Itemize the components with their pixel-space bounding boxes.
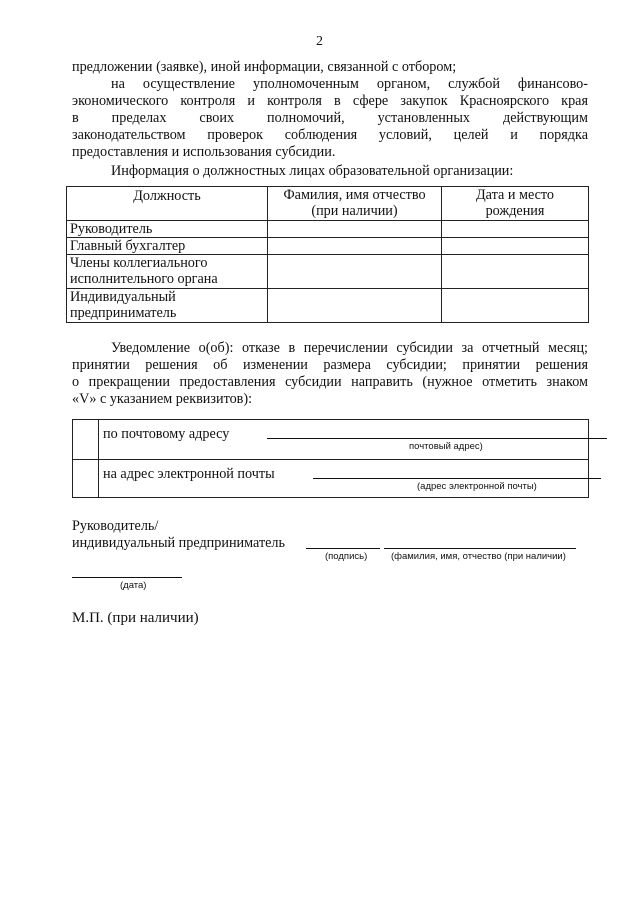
row-name-cell[interactable] <box>268 238 442 255</box>
notice-line3: о прекращении предоставления субсидии направить (нужное отметить знаком <box>72 374 588 390</box>
signature-hint: (подпись) <box>325 551 368 562</box>
para1-line3: экономического контроля и контроля в сфере закупок Красноярского края <box>72 93 588 109</box>
email-label: на адрес электронной почты <box>103 466 275 482</box>
signature-field[interactable] <box>306 548 380 549</box>
signature-title-line2: индивидуальный предприниматель <box>72 535 285 551</box>
table-caption: Информация о должностных лицах образовательной организации: <box>111 163 514 179</box>
header-position: Должность <box>67 187 268 221</box>
row-birth-cell[interactable] <box>442 221 589 238</box>
header-birth: Дата и место рождения <box>442 187 589 221</box>
table-row <box>67 255 589 289</box>
para1-line2: на осуществление уполномоченным органом, службой финансово- <box>111 76 588 92</box>
postal-hint: почтовый адрес) <box>409 441 483 452</box>
row-position: Индивидуальный предприниматель <box>67 289 268 323</box>
table-row <box>67 289 589 323</box>
full-name-field[interactable] <box>384 548 576 549</box>
officials-table <box>66 186 589 323</box>
para1-line1: предложении (заявке), иной информации, связанной с отбором; <box>72 59 457 75</box>
email-hint: (адрес электронной почты) <box>417 481 537 492</box>
postal-option <box>99 420 589 460</box>
date-hint: (дата) <box>120 580 147 591</box>
email-checkbox[interactable] <box>73 460 99 498</box>
notice-line4: «V» с указанием реквизитов): <box>72 391 253 407</box>
row-name-cell[interactable] <box>268 221 442 238</box>
row-name-cell[interactable] <box>268 255 442 289</box>
row-position: Руководитель <box>67 221 268 238</box>
notice-line1: Уведомление о(об): отказе в перечислении субсидии за отчетный месяц; <box>111 340 588 356</box>
table-header-row <box>67 187 589 221</box>
para1-line5: законодательством проверок соблюдения условий, целей и порядка <box>72 127 588 143</box>
signature-title-line1: Руководитель/ <box>72 518 159 534</box>
email-option <box>99 460 589 498</box>
date-field[interactable] <box>72 577 182 578</box>
postal-checkbox[interactable] <box>73 420 99 460</box>
para1-line6: предоставления и использования субсидии. <box>72 144 336 160</box>
row-birth-cell[interactable] <box>442 238 589 255</box>
page-number: 2 <box>316 34 323 49</box>
row-position: Члены коллегиального исполнительного органа <box>67 255 268 289</box>
postal-label: по почтовому адресу <box>103 426 230 442</box>
header-name: Фамилия, имя отчество (при наличии) <box>268 187 442 221</box>
full-name-hint: (фамилия, имя, отчество (при наличии) <box>391 551 566 562</box>
email-address-field[interactable] <box>313 478 601 479</box>
para1-line4: в пределах своих полномочий, установленных действующим <box>72 110 588 126</box>
table-row <box>67 221 589 238</box>
notice-line2: принятии решения об изменении размера субсидии; принятии решения <box>72 357 588 373</box>
row-birth-cell[interactable] <box>442 289 589 323</box>
postal-address-field[interactable] <box>267 438 607 439</box>
notify-table <box>72 419 589 498</box>
stamp-place: М.П. (при наличии) <box>72 610 199 626</box>
row-birth-cell[interactable] <box>442 255 589 289</box>
table-row <box>67 238 589 255</box>
row-name-cell[interactable] <box>268 289 442 323</box>
row-position: Главный бухгалтер <box>67 238 268 255</box>
